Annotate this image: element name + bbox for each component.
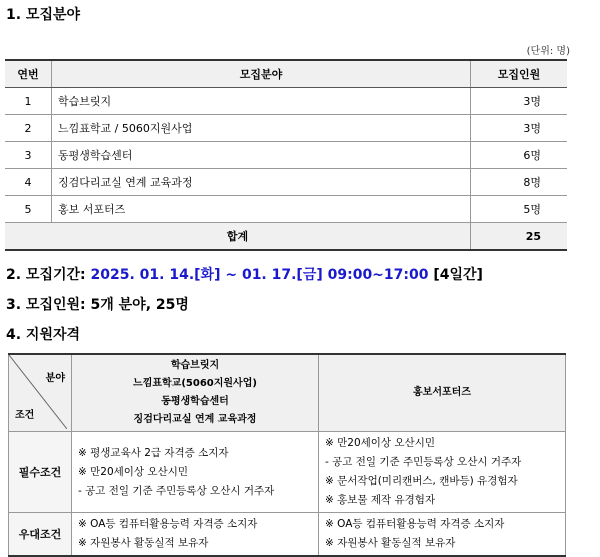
row-field: 홍보 서포터즈 <box>52 196 471 223</box>
row-field: 학습브릿지 <box>52 88 471 115</box>
row-count: 3명 <box>471 88 568 115</box>
row-label-required: 필수조건 <box>9 432 72 513</box>
column-header-line: 징검다리교실 연계 교육과정 <box>133 414 257 425</box>
header-field: 모집분야 <box>52 60 471 88</box>
preferred-col1 <box>72 513 319 557</box>
table-row <box>5 88 567 115</box>
condition-line: ※ OA등 컴퓨터활용능력 자격증 소지자 <box>78 518 258 530</box>
required-col1 <box>72 432 319 513</box>
row-field: 징검다리교실 연계 교육과정 <box>52 169 471 196</box>
section-4-title: 4. 지원자격 <box>6 327 81 343</box>
total-label: 합계 <box>5 223 471 251</box>
table-row <box>9 432 566 513</box>
condition-line: ※ OA등 컴퓨터활용능력 자격증 소지자 <box>325 518 505 530</box>
condition-line: ※ 만20세이상 오산시민 <box>78 465 188 478</box>
condition-line: ※ 자원봉사 활동실적 보유자 <box>325 537 456 549</box>
condition-line: - 공고 전일 기준 주민등록상 오산시 거주자 <box>78 484 275 497</box>
row-field: 동평생학습센터 <box>52 142 471 169</box>
corner-top-label: 분야 <box>45 373 65 384</box>
condition-line: - 공고 전일 기준 주민등록상 오산시 거주자 <box>325 456 522 468</box>
row-no: 4 <box>5 169 52 196</box>
period-label: 2. 모집기간: <box>6 267 91 283</box>
column-header-line: 동평생학습센터 <box>161 396 229 407</box>
table-row <box>5 142 567 169</box>
condition-line: ※ 자원봉사 활동실적 보유자 <box>78 537 209 549</box>
period-duration: [4일간] <box>428 267 483 283</box>
period-value: 2025. 01. 14.[화] ~ 01. 17.[금] 09:00~17:00 <box>90 267 429 283</box>
header-no: 연번 <box>5 60 52 88</box>
table-row <box>5 169 567 196</box>
total-row <box>5 223 567 251</box>
condition-line: ※ 홍보물 제작 유경험자 <box>325 494 436 506</box>
row-count: 5명 <box>471 196 568 223</box>
row-no: 1 <box>5 88 52 115</box>
section-1-title: 1. 모집분야 <box>6 7 81 23</box>
table-header-row <box>5 60 567 88</box>
table-row <box>5 115 567 142</box>
total-value: 25 <box>471 223 568 251</box>
qualification-header-row <box>9 354 566 432</box>
row-no: 5 <box>5 196 52 223</box>
row-count: 6명 <box>471 142 568 169</box>
corner-cell <box>9 354 72 432</box>
section-3-title: 3. 모집인원: 5개 분야, 25명 <box>6 297 189 313</box>
preferred-col2 <box>319 513 566 557</box>
column-header-education <box>72 354 319 432</box>
row-field: 느낌표학교 / 5060지원사업 <box>52 115 471 142</box>
qualification-table <box>8 353 566 557</box>
condition-line: ※ 만20세이상 오산시민 <box>325 437 435 449</box>
row-count: 3명 <box>471 115 568 142</box>
header-count: 모집인원 <box>471 60 568 88</box>
row-label-preferred: 우대조건 <box>9 513 72 557</box>
condition-line: ※ 평생교육사 2급 자격증 소지자 <box>78 446 229 459</box>
corner-bottom-label: 조건 <box>15 410 35 421</box>
required-col2 <box>319 432 566 513</box>
row-count: 8명 <box>471 169 568 196</box>
unit-label: (단위: 명) <box>526 46 570 57</box>
row-no: 2 <box>5 115 52 142</box>
column-header-line: 학습브릿지 <box>170 360 220 371</box>
table-row <box>5 196 567 223</box>
column-header-promotion: 홍보서포터즈 <box>319 354 566 432</box>
row-no: 3 <box>5 142 52 169</box>
condition-line: ※ 문서작업(미리캔버스, 캔바등) 유경험자 <box>325 475 518 487</box>
recruitment-fields-table <box>5 59 567 251</box>
section-2-period <box>6 264 483 284</box>
column-header-line: 느낌표학교(5060지원사업) <box>133 378 257 389</box>
table-row <box>9 513 566 557</box>
